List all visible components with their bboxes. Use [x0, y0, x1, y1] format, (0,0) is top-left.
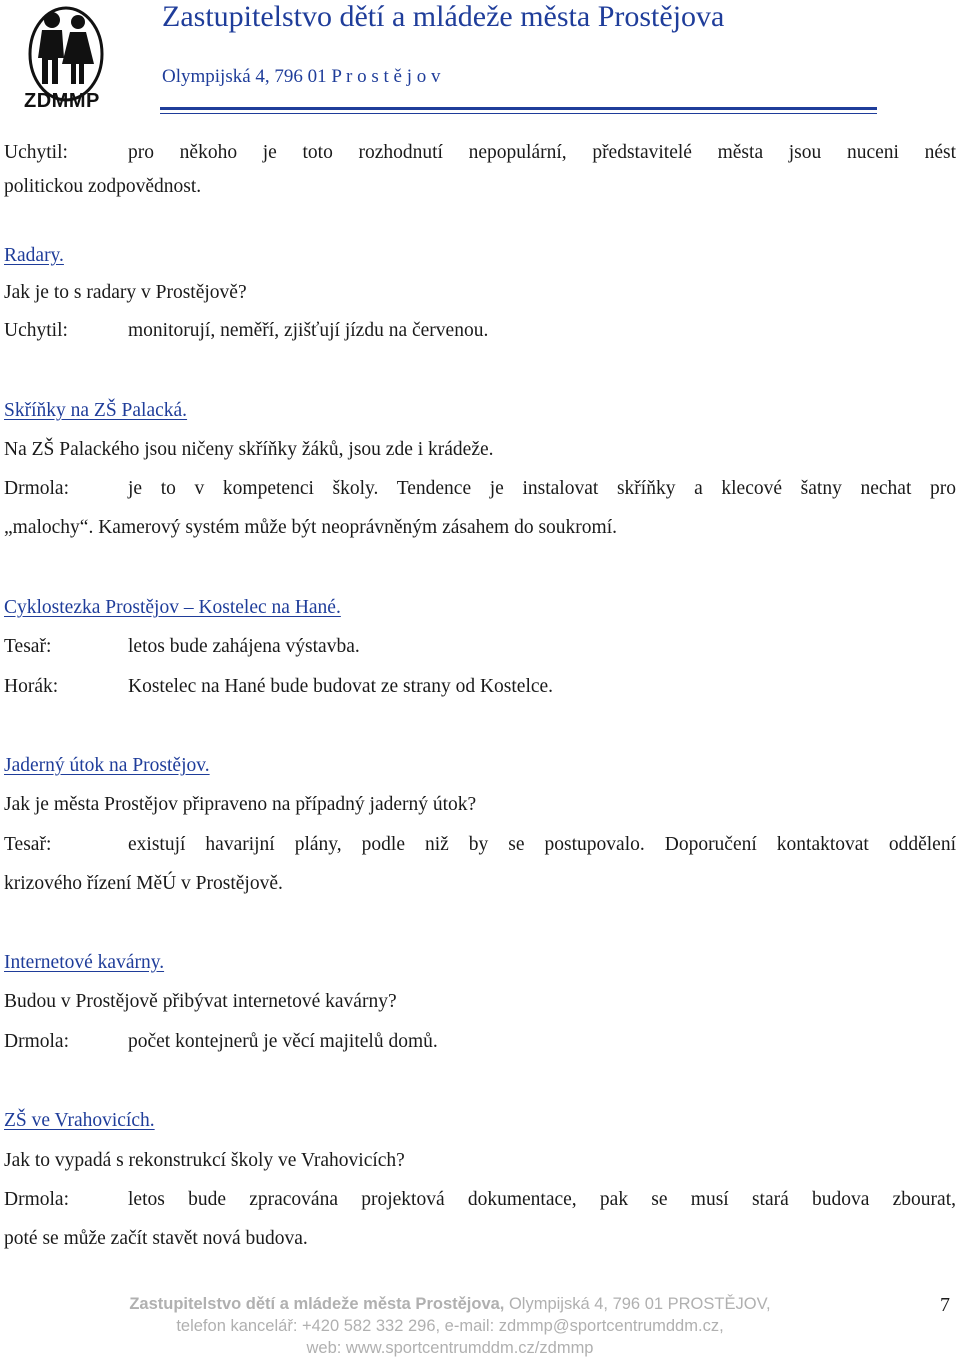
- answer-continuation: krizového řízení MěÚ v Prostějově.: [4, 873, 283, 894]
- question-text: Na ZŠ Palackého jsou ničeny skříňky žáků, jsou zde i krádeže.: [4, 439, 494, 460]
- footer-address: Olympijská 4, 796 01 PROSTĚJOV,: [504, 1295, 771, 1313]
- speaker-label: Uchytil:: [4, 320, 68, 341]
- answer-continuation: politickou zodpovědnost.: [4, 176, 202, 197]
- question-text: Budou v Prostějově přibývat internetové kavárny?: [4, 991, 397, 1012]
- answer-continuation: „malochy“. Kamerový systém může být neoprávněným zásahem do soukromí.: [4, 517, 617, 538]
- section-heading-skrinky: Skříňky na ZŠ Palacká.: [4, 400, 188, 421]
- speaker-label: Tesař:: [4, 834, 52, 855]
- answer-text: existují havarijní plány, podle niž by se postupovalo. Doporučení kontaktovat oddělení: [128, 834, 956, 855]
- speaker-label: Uchytil:: [4, 142, 68, 163]
- footer-contact: telefon kancelář: +420 582 332 296, e-mail: zdmmp@sportcentrumddm.cz,: [176, 1317, 724, 1335]
- answer-text: počet kontejnerů je věcí majitelů domů.: [128, 1031, 438, 1052]
- header-divider-thin: [160, 113, 877, 114]
- page-number: 7: [940, 1294, 950, 1316]
- answer-continuation: poté se může začít stavět nová budova.: [4, 1228, 308, 1249]
- footer-line-1: [0, 1295, 900, 1314]
- section-heading-kavarny: Internetové kavárny.: [4, 952, 165, 973]
- answer-text: letos bude zpracována projektová dokumentace, pak se musí stará budova zbourat,: [128, 1189, 956, 1210]
- answer-text: pro někoho je toto rozhodnutí nepopulární, představitelé města jsou nuceni nést: [128, 142, 956, 163]
- section-heading-jaderny: Jaderný útok na Prostějov.: [4, 755, 210, 776]
- answer-text: Kostelec na Hané bude budovat ze strany od Kostelce.: [128, 676, 554, 697]
- speaker-label: Tesař:: [4, 636, 52, 657]
- question-text: Jak je města Prostějov připraveno na případný jaderný útok?: [4, 794, 477, 815]
- footer-web: web: www.sportcentrumddm.cz/zdmmp: [306, 1339, 594, 1357]
- section-heading-radary: Radary.: [4, 245, 64, 266]
- section-heading-cyklostezka: Cyklostezka Prostějov – Kostelec na Hané.: [4, 597, 341, 618]
- section-heading-vrahovice: ZŠ ve Vrahovicích.: [4, 1110, 155, 1131]
- speaker-label: Drmola:: [4, 1031, 69, 1052]
- org-address: Olympijská 4, 796 01 P r o s t ě j o v: [162, 66, 441, 87]
- answer-text: letos bude zahájena výstavba.: [128, 636, 360, 657]
- footer-org: Zastupitelstvo dětí a mládeže města Prostějova,: [129, 1295, 505, 1313]
- speaker-label: Drmola:: [4, 1189, 69, 1210]
- speaker-label: Horák:: [4, 676, 59, 697]
- speaker-label: Drmola:: [4, 478, 69, 499]
- question-text: Jak je to s radary v Prostějově?: [4, 282, 247, 303]
- org-name: Zastupitelstvo dětí a mládeže města Prostějova: [162, 0, 725, 33]
- header-divider: [160, 107, 877, 110]
- logo-text: ZDMMP: [24, 90, 100, 112]
- answer-text: je to v kompetenci školy. Tendence je instalovat skříňky a klecové šatny nechat pro: [128, 478, 956, 499]
- question-text: Jak to vypadá s rekonstrukcí školy ve Vrahovicích?: [4, 1150, 405, 1171]
- answer-text: monitorují, neměří, zjišťují jízdu na červenou.: [128, 320, 489, 341]
